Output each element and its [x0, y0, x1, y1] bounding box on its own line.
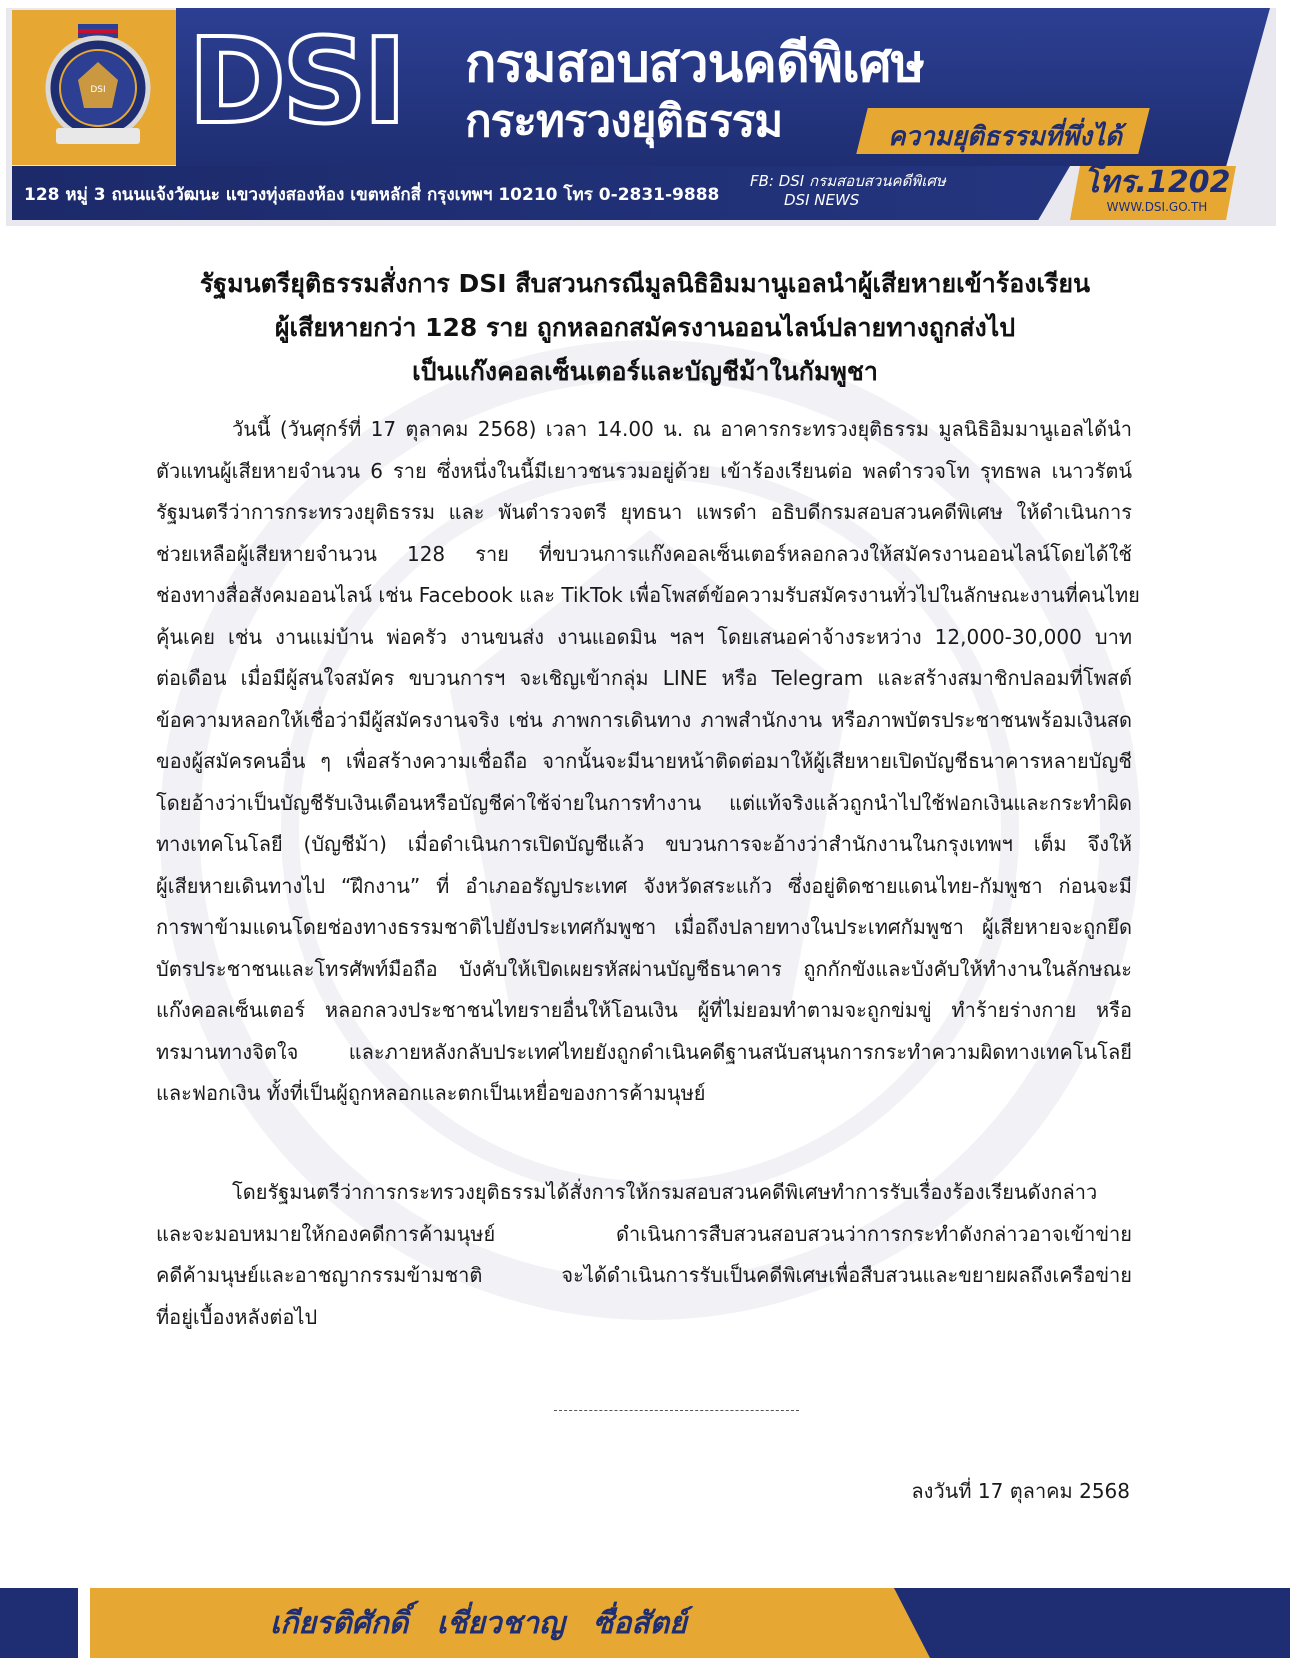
paragraph-line: และจะมอบหมายให้กองคดีการค้ามนุษย์ ดำเนินการสืบสวนสอบสวนว่าการกระทำดังกล่าวอาจเข้าข่าย — [156, 1221, 1132, 1246]
paragraph-line: ทางเทคโนโลยี (บัญชีม้า) เมื่อดำเนินการเปิดบัญชีแล้ว ขบวนการจะอ้างว่าสำนักงานในกรุงเทพฯ เต็ม จึงให้ — [156, 832, 1132, 856]
paragraph-line: การพาข้ามแดนโดยช่องทางธรรมชาติไปยังประเทศกัมพูชา เมื่อถึงปลายทางในประเทศกัมพูชา ผู้เสียหายจะถูกยึด — [156, 915, 1132, 939]
paragraph-line: คุ้นเคย เช่น งานแม่บ้าน พ่อครัว งานขนส่ง งานแอดมิน ฯลฯ โดยเสนอค่าจ้างระหว่าง 12,000-30,000 บาท — [156, 624, 1132, 649]
slogan-text: ความยุติธรรมที่พึ่งได้ — [888, 122, 1122, 152]
paragraph-line: โดยรัฐมนตรีว่าการกระทรวงยุติธรรมได้สั่งการให้กรมสอบสวนคดีพิเศษทำการรับเรื่องร้องเรียนดังกล่าว — [232, 1180, 1098, 1204]
headline-line-2: ผู้เสียหายกว่า 128 ราย ถูกหลอกสมัครงานออนไลน์ปลายทางถูกส่งไป — [274, 313, 1016, 342]
paragraph-line: และฟอกเงิน ทั้งที่เป็นผู้ถูกหลอกและตกเป็นเหยื่อของการค้ามนุษย์ — [156, 1081, 706, 1105]
footer-blue-block-left — [0, 1588, 78, 1658]
facebook-line-1: FB: DSI กรมสอบสวนคดีพิเศษ — [750, 172, 946, 190]
dsi-logo-text: DSI — [188, 12, 403, 150]
headline-line-1: รัฐมนตรียุติธรรมสั่งการ DSI สืบสวนกรณีมูลนิธิอิมมานูเอลนำผู้เสียหายเข้าร้องเรียน — [199, 269, 1091, 298]
press-release-headline — [120, 262, 1170, 394]
footer-motto: เกียรติศักดิ์ เชี่ยวชาญ ซื่อสัตย์ — [270, 1606, 687, 1641]
department-name: กรมสอบสวนคดีพิเศษ — [465, 34, 925, 94]
section-divider — [554, 1410, 799, 1411]
facebook-info — [750, 172, 946, 210]
dsi-seal-logo — [40, 22, 156, 150]
paragraph-line: ของผู้สมัครคนอื่น ๆ เพื่อสร้างความเชื่อถือ จากนั้นจะมีนายหน้าติดต่อมาให้ผู้เสียหายเปิดบัญชีธนาคารหลายบัญชี — [156, 749, 1132, 773]
paragraph-line: ตัวแทนผู้เสียหายจำนวน 6 ราย ซึ่งหนึ่งในนี้มีเยาวชนรวมอยู่ด้วย เข้าร้องเรียนต่อ พลตำรวจโท รุทธพล เนาวรัตน์ — [156, 458, 1132, 483]
facebook-line-2: DSI NEWS — [784, 191, 860, 209]
body-paragraph-2 — [156, 1172, 1132, 1338]
paragraph-line: ช่องทางสื่อสังคมออนไลน์ เช่น Facebook และ TikTok เพื่อโพสต์ข้อความรับสมัครงานทั่วไปในลักษณะงานที่คนไทย — [156, 583, 1140, 607]
sign-date: ลงวันที่ 17 ตุลาคม 2568 — [911, 1479, 1130, 1503]
paragraph-line: แก๊งคอลเซ็นเตอร์ หลอกลวงประชาชนไทยรายอื่นให้โอนเงิน ผู้ที่ไม่ยอมทำตามจะถูกข่มขู่ ทำร้ายร่างกาย หรือ — [156, 998, 1132, 1022]
body-paragraph-1 — [156, 409, 1140, 1115]
paragraph-line: คดีค้ามนุษย์และอาชญากรรมข้ามชาติ จะได้ดำเนินการรับเป็นคดีพิเศษเพื่อสืบสวนและขยายผลถึงเครือข่าย — [156, 1263, 1132, 1287]
paragraph-line: ต่อเดือน เมื่อมีผู้สนใจสมัคร ขบวนการฯ จะเชิญเข้ากลุ่ม LINE หรือ Telegram และสร้างสมาชิกปลอมที่โพสต์ — [156, 666, 1132, 690]
paragraph-line: ผู้เสียหายเดินทางไป “ฝึกงาน” ที่ อำเภออรัญประเทศ จังหวัดสระแก้ว ซึ่งอยู่ติดชายแดนไทย-กัมพูชา ก่อนจะมี — [156, 873, 1132, 898]
address-text: 128 หมู่ 3 ถนนแจ้งวัฒนะ แขวงทุ่งสองห้อง เขตหลักสี่ กรุงเทพฯ 10210 โทร 0-2831-9888 — [24, 185, 720, 205]
svg-text:DSI: DSI — [90, 85, 106, 95]
website-url: WWW.DSI.GO.TH — [1106, 200, 1208, 214]
paragraph-line: ทรมานทางจิตใจ และภายหลังกลับประเทศไทยยังถูกดำเนินคดีฐานสนับสนุนการกระทำความผิดทางเทคโนโลยี — [156, 1039, 1132, 1064]
paragraph-line: ข้อความหลอกให้เชื่อว่ามีผู้สมัครงานจริง เช่น ภาพการเดินทาง ภาพสำนักงาน หรือภาพบัตรประชาชนพร้อมเงินสด — [156, 707, 1132, 732]
paragraph-line: วันนี้ (วันศุกร์ที่ 17 ตุลาคม 2568) เวลา 14.00 น. ณ อาคารกระทรวงยุติธรรม มูลนิธิอิมมานูเอลได้นำ — [232, 417, 1132, 441]
ministry-name: กระทรวงยุติธรรม — [465, 96, 783, 147]
paragraph-line: บัตรประชาชนและโทรศัพท์มือถือ บังคับให้เปิดเผยรหัสผ่านบัญชีธนาคาร ถูกกักขังและบังคับให้ทำงานในลักษณะ — [156, 956, 1132, 981]
paragraph-line: ที่อยู่เบื้องหลังต่อไป — [156, 1304, 318, 1329]
paragraph-line: ช่วยเหลือผู้เสียหายจำนวน 128 ราย ที่ขบวนการแก๊งคอลเซ็นเตอร์หลอกลวงให้สมัครงานออนไลน์โดยได้ใช้ — [156, 541, 1132, 566]
headline-line-3: เป็นแก๊งคอลเซ็นเตอร์และบัญชีม้าในกัมพูชา — [412, 357, 878, 386]
paragraph-line: โดยอ้างว่าเป็นบัญชีรับเงินเดือนหรือบัญชีค่าใช้จ่ายในการทำงาน แต่แท้จริงแล้วถูกนำไปใช้ฟอกเงินและกระทำผิด — [156, 790, 1132, 815]
paragraph-line: รัฐมนตรีว่าการกระทรวงยุติธรรม และ พันตำรวจตรี ยุทธนา แพรดำ อธิบดีกรมสอบสวนคดีพิเศษ ให้ดำเนินการ — [156, 500, 1132, 524]
hotline-number: โทร.1202 — [1083, 165, 1231, 200]
